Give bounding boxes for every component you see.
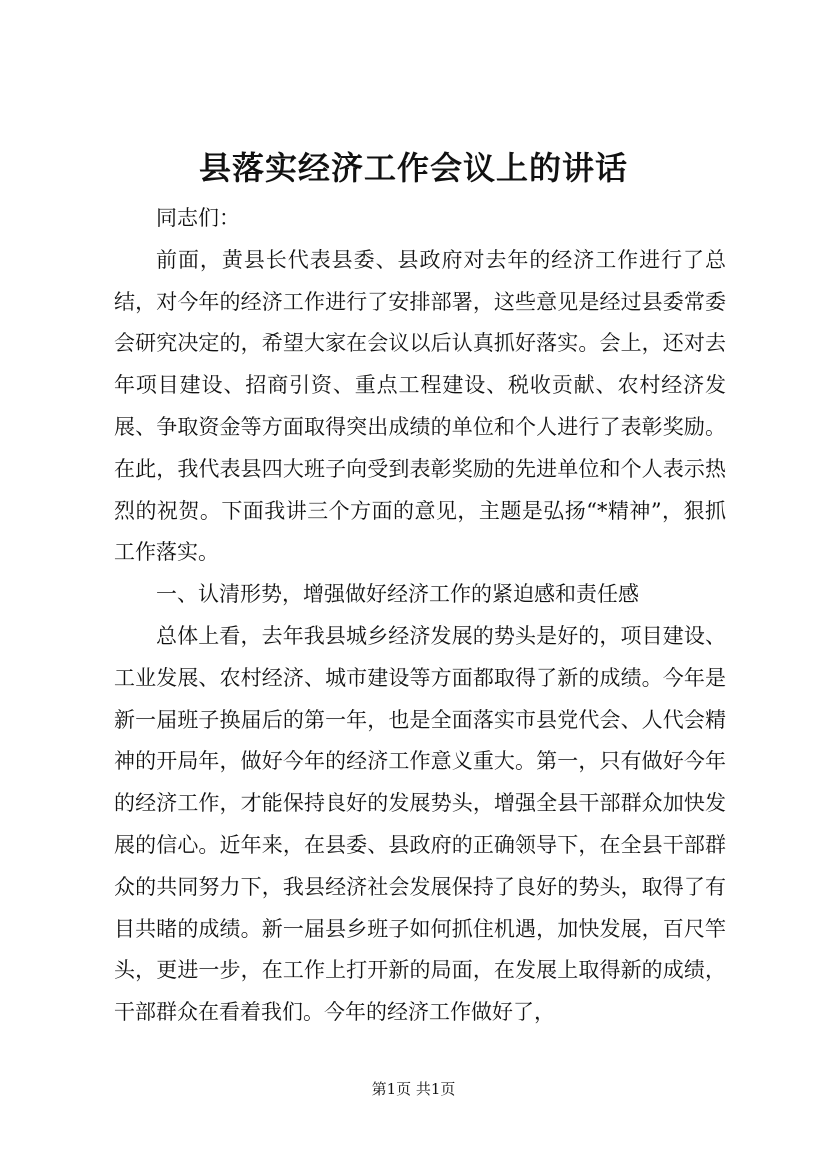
document-body xyxy=(114,198,726,1034)
section-heading: 一、认清形势，增强做好经济工作的紧迫感和责任感 xyxy=(156,582,639,607)
page-number-footer: 第1页 共1页 xyxy=(371,1080,456,1098)
document-title: 县落实经济工作会议上的讲话 xyxy=(198,149,628,187)
body-paragraph: 总体上看，去年我县城乡经济发展的势头是好的，项目建设、工业发展、农村经济、城市建设等方面都取得了新的成绩。今年是新一届班子换届后的第一年，也是全面落实市县党代会、人代会精神的开局年，做好今年的经济工作意义重大。第一，只有做好今年的经济工作，才能保持良好的发展势头，增强全县干部群众加快发展的信心。近年来，在县委、县政府的正确领导下，在全县干部群众的共同努力下，我县经济社会发展保持了良好的势头，取得了有目共睹的成绩。新一届县乡班子如何抓住机遇，加快发展，百尺竿头，更进一步，在工作上打开新的局面，在发展上取得新的成绩，干部群众在看着我们。今年的经济工作做好了， xyxy=(114,623,726,1025)
salutation-paragraph: 同志们： xyxy=(156,206,240,230)
body-paragraph: 前面，黄县长代表县委、县政府对去年的经济工作进行了总结，对今年的经济工作进行了安排部署，这些意见是经过县委常委会研究决定的，希望大家在会议以后认真抓好落实。会上，还对去年项目建设、招商引资、重点工程建设、税收贡献、农村经济发展、争取资金等方面取得突出成绩的单位和个人进行了表彰奖励。在此，我代表县四大班子向受到表彰奖励的先进单位和个人表示热烈的祝贺。下面我讲三个方面的意见，主题是弘扬“*精神”，狠抓工作落实。 xyxy=(114,247,726,565)
